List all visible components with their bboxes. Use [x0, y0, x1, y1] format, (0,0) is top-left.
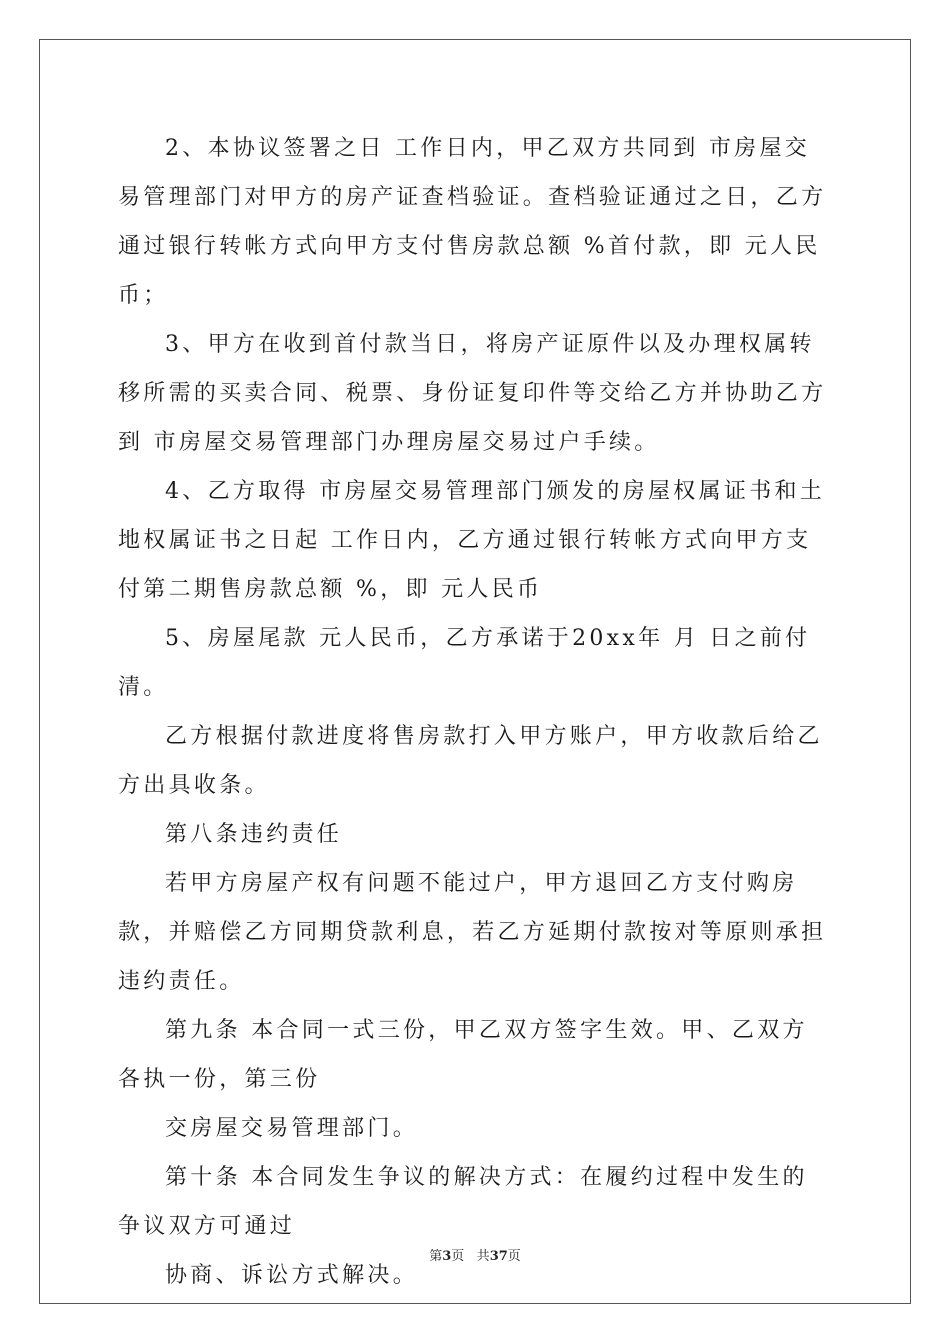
paragraph-payment-clause-4: 4、乙方取得 市房屋交易管理部门颁发的房屋权属证书和土地权属证书之日起 工作日内，乙方通过银行转帐方式向甲方支付第二期售房款总额 %，即 元人民币 — [118, 479, 826, 602]
page-prefix: 第 — [429, 1249, 443, 1264]
paragraph-article-9: 第九条 本合同一式三份，甲乙双方签字生效。甲、乙双方各执一份，第三份 — [118, 1018, 808, 1092]
paragraph-article-10-cont: 协商、诉讼方式解决。 — [165, 1263, 419, 1288]
paragraph-payment-clause-3: 3、甲方在收到首付款当日，将房产证原件以及办理权属转移所需的买卖合同、税票、身份证复印件等交给乙方并协助乙方到 市房屋交易管理部门办理房屋交易过户手续。 — [118, 332, 827, 455]
paragraph-payment-receipt: 乙方根据付款进度将售房款打入甲方账户，甲方收款后给乙方出具收条。 — [118, 724, 823, 798]
paragraph-article-10: 第十条 本合同发生争议的解决方式：在履约过程中发生的争议双方可通过 — [118, 1165, 808, 1239]
paragraph-article-9-cont: 交房屋交易管理部门。 — [165, 1116, 419, 1141]
paragraph-payment-clause-2: 2、本协议签署之日 工作日内，甲乙双方共同到 市房屋交易管理部门对甲方的房产证查档验证。查档验证通过之日，乙方通过银行转帐方式向甲方支付售房款总额 %首付款，即 元人民币； — [118, 136, 827, 308]
page-footer — [0, 1245, 950, 1264]
heading-article-8: 第八条违约责任 — [165, 822, 343, 847]
total-pages: 37 — [489, 1249, 508, 1264]
paragraph-payment-clause-5: 5、房屋尾款 元人民币，乙方承诺于20xx年 月 日之前付清。 — [118, 626, 811, 700]
page-number: 3 — [442, 1249, 452, 1264]
paragraph-breach-liability: 若甲方房屋产权有问题不能过户，甲方退回乙方支付购房款，并赔偿乙方同期贷款利息，若乙方延期付款按对等原则承担违约责任。 — [118, 871, 827, 994]
total-prefix: 共 — [476, 1249, 490, 1264]
total-suffix: 页 — [507, 1249, 521, 1264]
document-body — [118, 124, 832, 1300]
page-suffix: 页 — [451, 1249, 465, 1264]
